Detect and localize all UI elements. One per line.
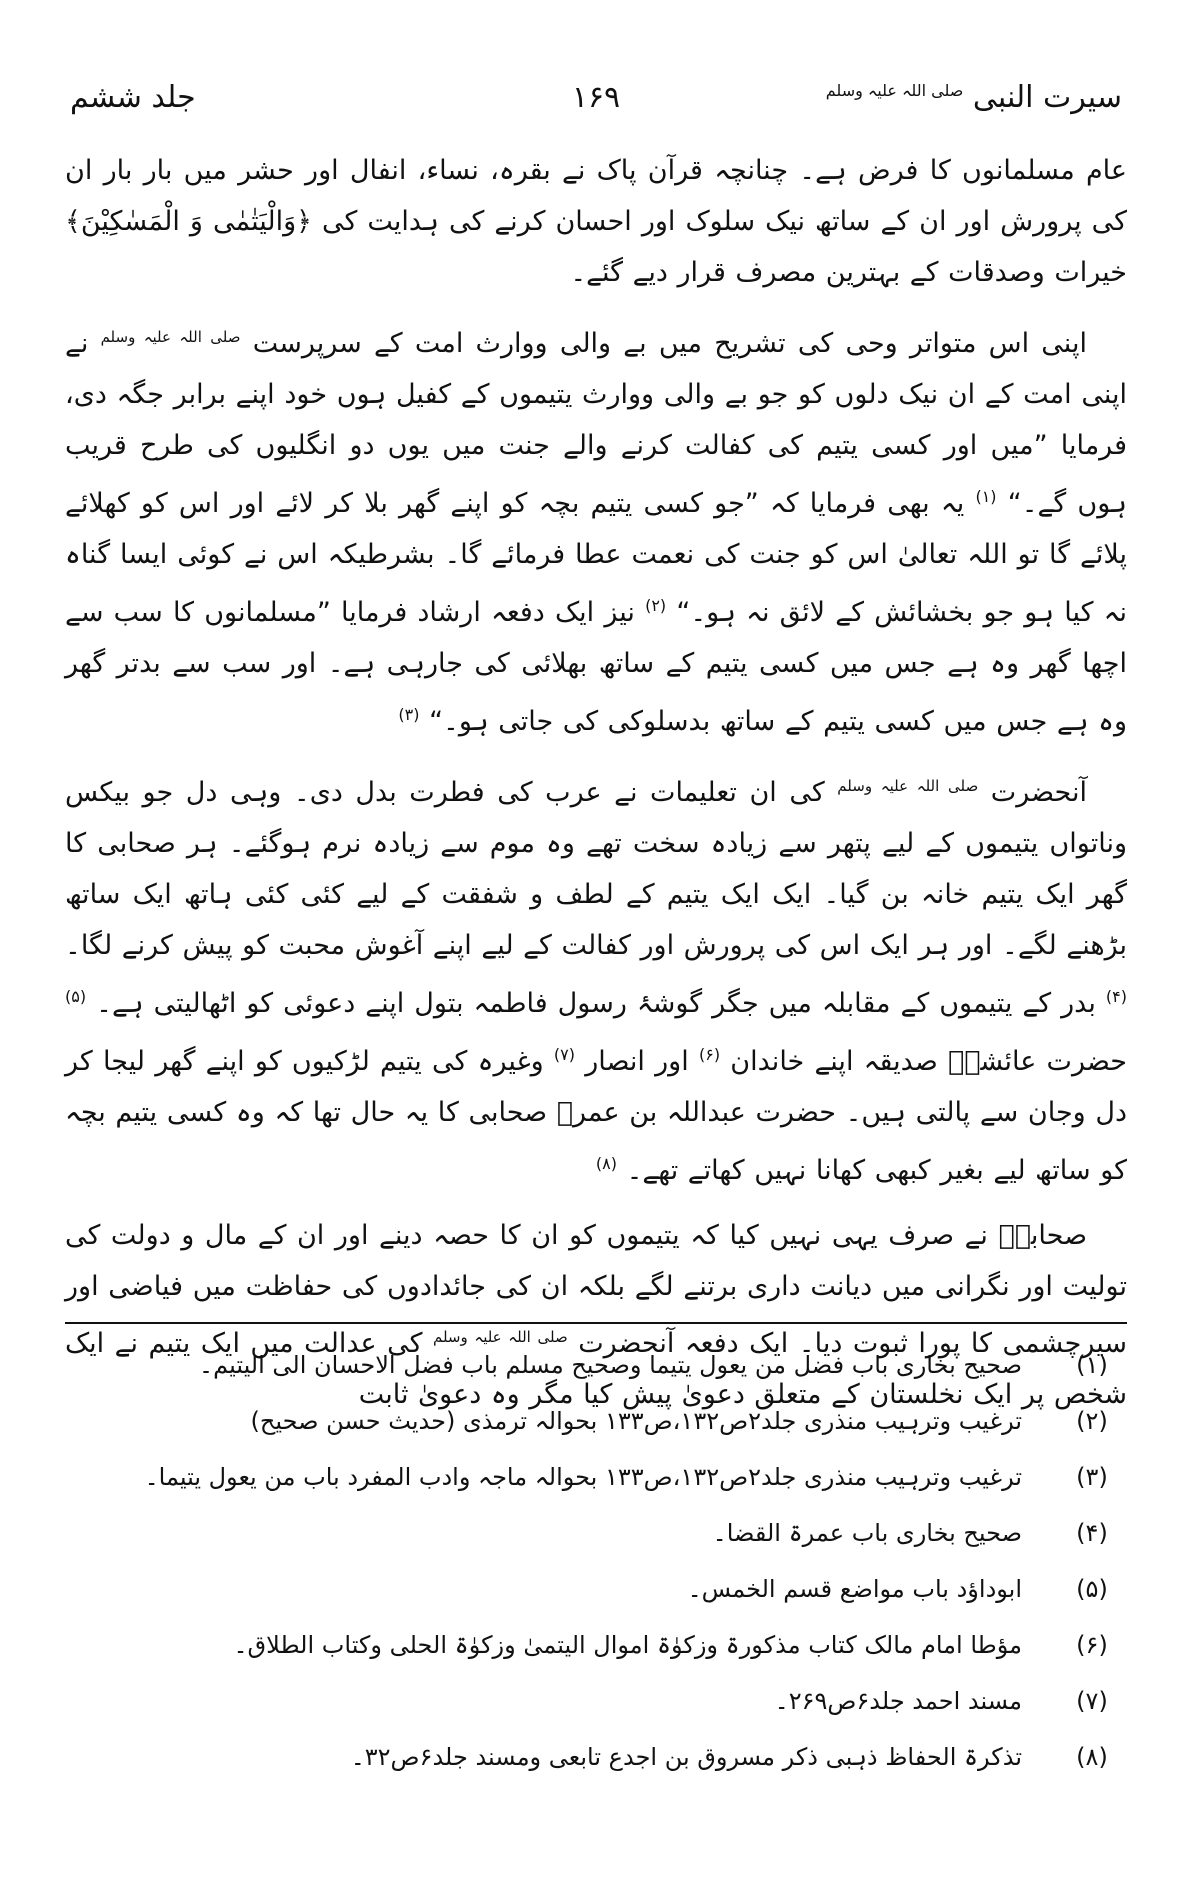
- paragraph-text: نے اپنی امت کے ان نیک دلوں کو جو بے والی ووارث یتیموں کے کفیل ہوں خود اپنے برابر جگہ دی، فرمایا ”میں اور کسی یتیم کی کفالت کرنے والے جنت میں یوں دو انگلیوں کی طرح قریب ہوں گے۔“: [65, 328, 1128, 519]
- paragraph: [65, 761, 1127, 1196]
- paragraph-text: عام مسلمانوں کا فرض ہے۔ چنانچہ قرآن پاک نے بقرہ، نساء، انفال اور حشر میں بار بار ان کی پرورش اور ان کے ساتھ نیک سلوک اور احسان کرنے کی ہدایت کی ﴿وَالْیَتٰمٰی وَ الْمَسٰکِیْنَ﴾ خیرات وصدقات کے بہترین مصرف قرار دیے گئے۔: [65, 155, 1127, 288]
- footnote-number: (۵): [1076, 1575, 1108, 1603]
- footnote: [100, 1681, 1112, 1737]
- footnote-reference: (۴): [1105, 987, 1127, 1006]
- footnote: [100, 1401, 1112, 1457]
- paragraph-text: اور انصار: [585, 1046, 689, 1077]
- footnote-text: ترغیب وترہیب منذری جلد۲ص۱۳۲،ص۱۳۳ بحوالہ ماجہ وادب المفرد باب من یعول یتیما۔: [144, 1463, 1022, 1491]
- footnote-text: ترغیب وترہیب منذری جلد۲ص۱۳۲،ص۱۳۳ بحوالہ ترمذی (حدیث حسن صحیح): [250, 1407, 1022, 1435]
- paragraph-text: صحابہؓ نے صرف یہی نہیں کیا کہ یتیموں کو ان کا حصہ دینے اور ان کے مال و دولت کی تولیت اور نگرانی میں دیانت داری برتنے لگے بلکہ ان کی جائدادوں کی حفاظت میں فیاضی اور سیرچشمی کا پورا ثبوت دیا۔ ایک دفعہ آنحضرت: [65, 1220, 1127, 1359]
- footnote-text: تذکرۃ الحفاظ ذہبی ذکر مسروق بن اجدع تابعی ومسند جلد۶ص۳۲۔: [350, 1743, 1022, 1771]
- honorific-mark: صلی اللہ علیہ وسلم: [837, 777, 979, 795]
- footnote-reference: (۲): [645, 596, 667, 615]
- footnote: [100, 1737, 1112, 1793]
- footnote-reference: (۸): [595, 1154, 618, 1173]
- footnote-text: صحیح بخاری باب فضل من یعول یتیما وصحیح مسلم باب فضل الاحسان الی الیتیم۔: [199, 1351, 1022, 1379]
- paragraph-text: بدر کے یتیموں کے مقابلہ میں جگر گوشۂ رسول فاطمہ بتول اپنے دعوئی کو اٹھالیتی ہے۔: [96, 988, 1096, 1019]
- footnote-divider: [65, 1322, 1127, 1324]
- footnote: [100, 1513, 1112, 1569]
- honorific-mark: صلی اللہ علیہ وسلم: [100, 328, 241, 346]
- footnote: [100, 1345, 1112, 1401]
- main-text: [65, 145, 1127, 1420]
- paragraph-text: وغیرہ کی یتیم لڑکیوں کو اپنے گھر لیجا کر دل وجان سے پالتی ہیں۔ حضرت عبداللہ بن عمرؓ صحابی کا یہ حال تھا کہ وہ کسی یتیم بچہ کو ساتھ لیے بغیر کبھی کھانا نہیں کھاتے تھے۔: [65, 1046, 1127, 1186]
- footnotes-section: [100, 1345, 1112, 1793]
- footnote-number: (۸): [1076, 1743, 1108, 1771]
- footnote: [100, 1569, 1112, 1625]
- volume-label: جلد ششم: [70, 80, 196, 115]
- footnote-number: (۶): [1076, 1631, 1108, 1659]
- paragraph-text: یہ بھی فرمایا کہ ”جو کسی یتیم بچہ کو اپنے گھر بلا کر لائے اور اس کو کھلائے پلائے گا تو اللہ تعالیٰ اس کو جنت کی نعمت عطا فرمائے گا۔ بشرطیکہ اس نے کوئی ایسا گناہ نہ کیا ہو جو بخشائش کے لائق نہ ہو۔“: [65, 488, 1127, 628]
- honorific-mark: صلی اللہ علیہ وسلم: [432, 1328, 568, 1346]
- page-number: ۱۶۹: [571, 80, 621, 115]
- footnote-number: (۱): [1076, 1351, 1108, 1379]
- footnote-number: (۳): [1076, 1463, 1108, 1491]
- footnote-number: (۷): [1076, 1687, 1108, 1715]
- footnote-reference: (۷): [553, 1045, 575, 1064]
- paragraph-text: اپنی اس متواتر وحی کی تشریح میں بے والی ووارث امت کے سرپرست: [252, 328, 1087, 359]
- footnote-reference: (۵): [65, 987, 87, 1006]
- footnote-text: ابوداؤد باب مواضع قسم الخمس۔: [687, 1575, 1022, 1603]
- footnote-reference: (۳): [398, 705, 420, 724]
- paragraph-text: آنحضرت: [990, 777, 1087, 808]
- page-header: [70, 70, 1122, 130]
- book-title-text: سیرت النبی: [972, 80, 1122, 115]
- footnote-text: صحیح بخاری باب عمرۃ القضا۔: [712, 1519, 1022, 1547]
- paragraph: [65, 312, 1127, 747]
- paragraph: [65, 145, 1127, 298]
- book-title: [826, 80, 1122, 115]
- footnote-reference: (۱): [975, 487, 997, 506]
- footnote-reference: (۶): [698, 1045, 721, 1064]
- footnote-text: مسند احمد جلد۶ص۲۶۹۔: [774, 1687, 1022, 1715]
- footnote: [100, 1625, 1112, 1681]
- paragraph-text: کی عدالت میں ایک یتیم نے ایک شخص پر ایک نخلستان کے متعلق دعویٰ پیش کیا مگر وہ دعویٰ ثابت: [65, 1328, 1127, 1410]
- paragraph-text: کی ان تعلیمات نے عرب کی فطرت بدل دی۔ وہی دل جو بیکس وناتواں یتیموں کے لیے پتھر سے زیادہ سخت تھے وہ موم سے زیادہ نرم ہوگئے۔ ہر صحابی کا گھر ایک یتیم خانہ بن گیا۔ ایک ایک یتیم کے لطف و شفقت کے لیے کئی کئی ہاتھ ایک ساتھ بڑھنے لگے۔ اور ہر ایک اس کی پرورش اور کفالت کے لیے اپنے آغوش محبت کو پیش کرنے لگا۔: [65, 777, 1127, 961]
- footnote: [100, 1457, 1112, 1513]
- paragraph-text: نیز ایک دفعہ ارشاد فرمایا ”مسلمانوں کا سب سے اچھا گھر وہ ہے جس میں کسی یتیم کے ساتھ بھلائی کی جارہی ہے۔ اور سب سے بدتر گھر وہ ہے جس میں کسی یتیم کے ساتھ بدسلوکی کی جاتی ہو۔“: [65, 597, 1127, 737]
- honorific-mark: صلی اللہ علیہ وسلم: [825, 81, 964, 100]
- paragraph-text: حضرت عائشہؓ صدیقہ اپنے خاندان: [730, 1046, 1127, 1077]
- footnote-number: (۲): [1076, 1407, 1108, 1435]
- footnote-text: مؤطا امام مالک کتاب مذکورۃ وزکوٰۃ اموال الیتمیٰ وزکوٰۃ الحلی وکتاب الطلاق۔: [233, 1631, 1022, 1659]
- footnote-number: (۴): [1076, 1519, 1108, 1547]
